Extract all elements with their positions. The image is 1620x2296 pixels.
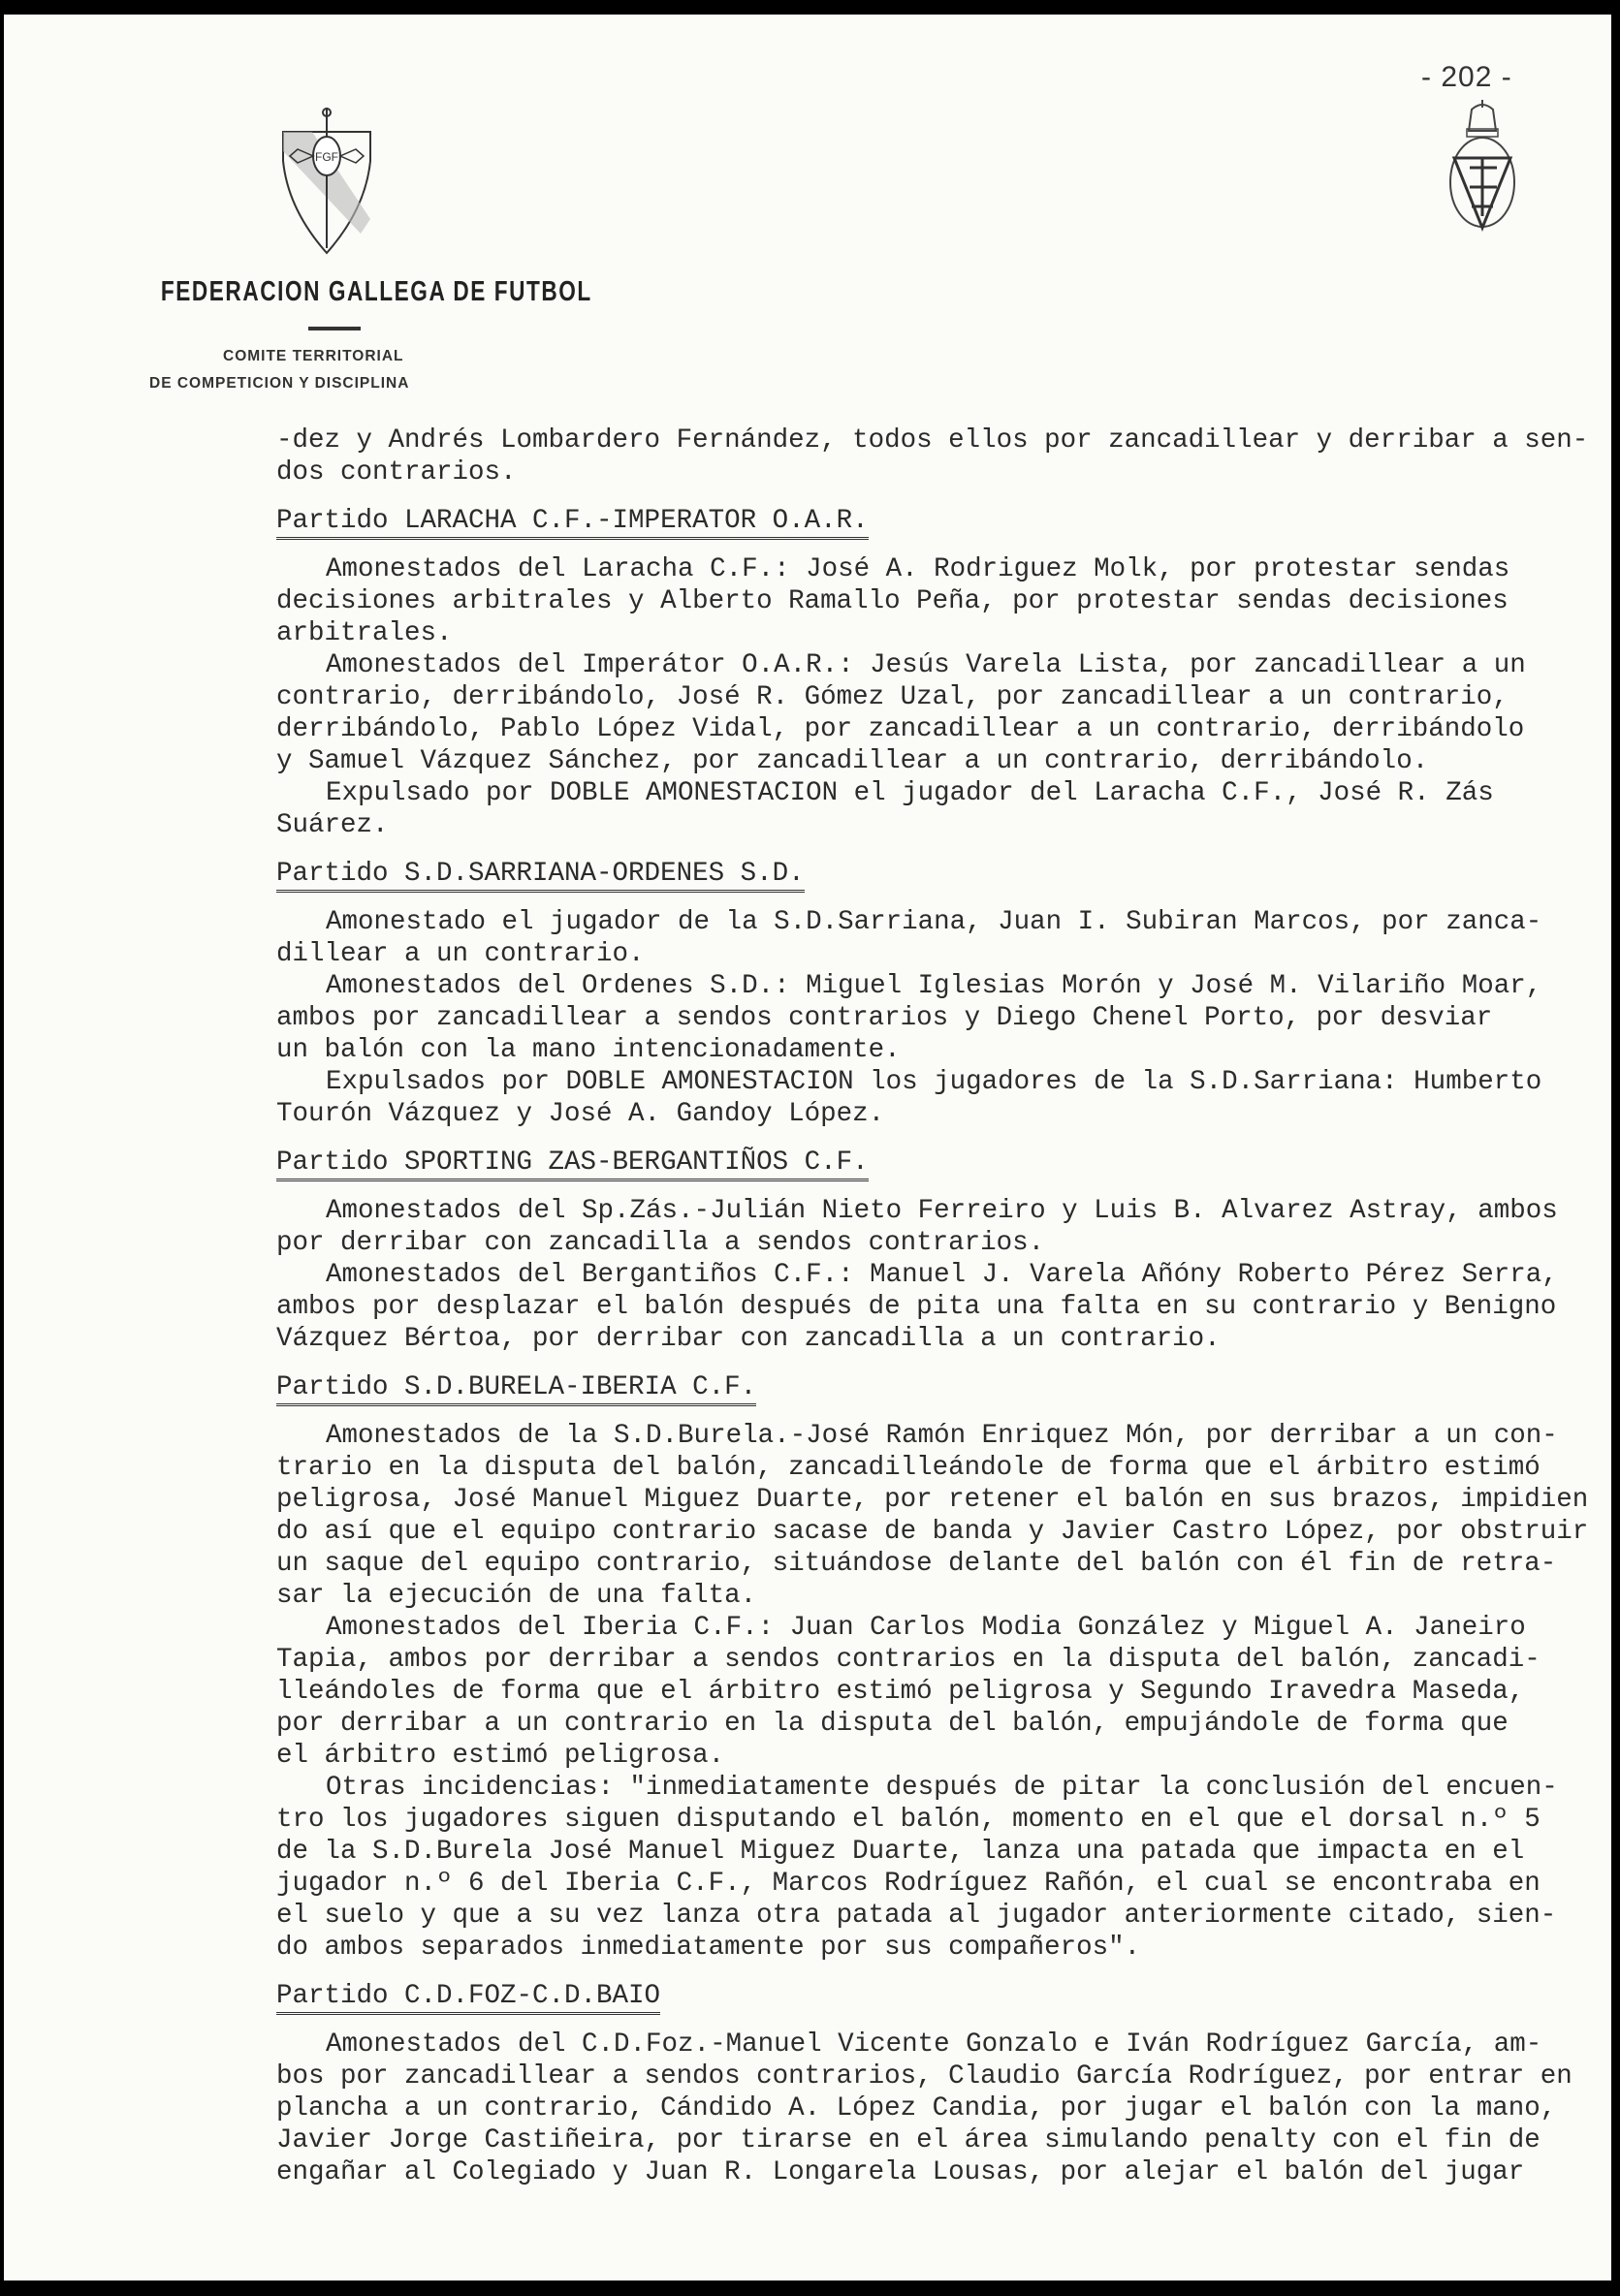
match-heading: Partido SPORTING ZAS-BERGANTIÑOS C.F. — [276, 1147, 869, 1181]
paragraph — [276, 1195, 1614, 1259]
paragraph — [276, 1259, 1614, 1355]
text-line: Amonestados del Bergantiños C.F.: Manuel J. Varela Añóny Roberto Pérez Serra, — [326, 1260, 1558, 1290]
paragraph — [276, 970, 1614, 1066]
text-line: Amonestados del Ordenes S.D.: Miguel Iglesias Morón y José M. Vilariño Moar, — [326, 971, 1542, 1001]
text-line: sar la ejecución de una falta. — [276, 1581, 757, 1611]
text-line: peligrosa, José Manuel Miguez Duarte, por retener el balón en sus brazos, impidien — [276, 1485, 1589, 1515]
text-line: un balón con la mano intencionadamente. — [276, 1035, 901, 1065]
paragraph — [276, 777, 1614, 841]
text-line: do ambos separados inmediatamente por sus compañeros". — [276, 1933, 1141, 1963]
match-section — [276, 1355, 1614, 1964]
text-line: trario en la disputa del balón, zancadilleándole de forma que el árbitro estimó — [276, 1453, 1541, 1483]
text-line: -dez y Andrés Lombardero Fernández, todos ellos por zancadillear y derribar a sen- — [276, 425, 1589, 456]
text-line: contrario, derribándolo, José R. Gómez Uzal, por zancadillear a un contrario, — [276, 682, 1509, 712]
document-body — [276, 425, 1614, 2188]
text-line: un saque del equipo contrario, situándose delante del balón con él fin de retra- — [276, 1549, 1557, 1579]
text-line: engañar al Colegiado y Juan R. Longarela Lousas, por alejar el balón del jugar — [276, 2157, 1525, 2187]
text-line: jugador n.º 6 del Iberia C.F., Marcos Rodríguez Rañón, el cual se encontraba en — [276, 1869, 1541, 1899]
paragraph — [276, 1066, 1614, 1130]
federation-shield-logo-icon — [278, 103, 375, 258]
match-heading: Partido C.D.FOZ-C.D.BAIO — [276, 1980, 660, 2015]
paragraph — [276, 2029, 1614, 2188]
text-line: do así que el equipo contrario sacase de banda y Javier Castro López, por obstruir — [276, 1517, 1589, 1547]
committee-line-1: COMITE TERRITORIAL — [223, 348, 404, 364]
committee-line-2: DE COMPETICION Y DISCIPLINA — [149, 375, 410, 392]
text-line: Tapia, ambos por derribar a sendos contrarios en la disputa del balón, zancadi- — [276, 1645, 1541, 1675]
title-divider — [308, 327, 361, 330]
text-line: decisiones arbitrales y Alberto Ramallo Peña, por protestar sendas decisiones — [276, 586, 1509, 616]
text-line: Otras incidencias: "inmediatamente después de pitar la conclusión del encuen- — [326, 1773, 1558, 1803]
text-line: dillear a un contrario. — [276, 939, 645, 969]
paragraph — [276, 1772, 1614, 1964]
svg-text:FGF: FGF — [315, 150, 338, 164]
text-line: lleándoles de forma que el árbitro estimó peligrosa y Segundo Iravedra Maseda, — [276, 1677, 1525, 1707]
text-line: Tourón Vázquez y José A. Gandoy López. — [276, 1099, 885, 1129]
text-line: por derribar a un contrario en la disputa del balón, empujándole de forma que — [276, 1709, 1509, 1739]
text-line: el suelo y que a su vez lanza otra patada al jugador anteriormente citado, sien- — [276, 1901, 1557, 1931]
text-line: Expulsado por DOBLE AMONESTACION el jugador del Laracha C.F., José R. Zás — [326, 778, 1494, 808]
text-line: Amonestados de la S.D.Burela.-José Ramón Enriquez Món, por derribar a un con- — [326, 1421, 1558, 1451]
text-line: tro los jugadores siguen disputando el balón, momento en el que el dorsal n.º 5 — [276, 1805, 1541, 1835]
spanish-federation-crest-logo-icon — [1443, 100, 1522, 236]
match-heading: Partido LARACHA C.F.-IMPERATOR O.A.R. — [276, 505, 869, 540]
text-line: por derribar con zancadilla a sendos contrarios. — [276, 1228, 1045, 1258]
text-line: Amonestado el jugador de la S.D.Sarriana, Juan I. Subiran Marcos, por zanca- — [326, 907, 1542, 937]
text-line: arbitrales. — [276, 618, 453, 648]
text-line: y Samuel Vázquez Sánchez, por zancadillear a un contrario, derribándolo. — [276, 746, 1429, 776]
match-section — [276, 1130, 1614, 1355]
text-line: derribándolo, Pablo López Vidal, por zancadillear a un contrario, derribándolo — [276, 714, 1525, 744]
text-line: Expulsados por DOBLE AMONESTACION los jugadores de la S.D.Sarriana: Humberto — [326, 1067, 1542, 1097]
text-line: el árbitro estimó peligrosa. — [276, 1741, 725, 1771]
text-line: Amonestados del Iberia C.F.: Juan Carlos Modia González y Miguel A. Janeiro — [326, 1613, 1526, 1643]
paragraph — [276, 649, 1614, 777]
paragraph — [276, 906, 1614, 970]
match-section — [276, 1964, 1614, 2188]
page-number: - 202 - — [1421, 61, 1512, 93]
text-line: ambos por desplazar el balón después de pita una falta en su contrario y Benigno — [276, 1292, 1557, 1322]
text-line: Vázquez Bértoa, por derribar con zancadilla a un contrario. — [276, 1324, 1221, 1354]
text-line: Amonestados del Laracha C.F.: José A. Rodriguez Molk, por protestar sendas — [326, 554, 1510, 584]
text-line: ambos por zancadillear a sendos contrarios y Diego Chenel Porto, por desviar — [276, 1003, 1493, 1033]
text-line: Javier Jorge Castiñeira, por tirarse en el área simulando penalty con el fin de — [276, 2125, 1541, 2155]
text-line: plancha a un contrario, Cándido A. López Candia, por jugar el balón con la mano, — [276, 2093, 1557, 2123]
text-line: bos por zancadillear a sendos contrarios, Claudio García Rodríguez, por entrar en — [276, 2061, 1572, 2092]
paragraph — [276, 1612, 1614, 1772]
text-line: Amonestados del C.D.Foz.-Manuel Vicente Gonzalo e Iván Rodríguez García, am- — [326, 2029, 1542, 2060]
paragraph — [276, 553, 1614, 649]
document-page — [4, 15, 1611, 2280]
match-heading: Partido S.D.BURELA-IBERIA C.F. — [276, 1371, 756, 1406]
text-line: Suárez. — [276, 810, 389, 840]
text-line: Amonestados del Sp.Zás.-Julián Nieto Ferreiro y Luis B. Alvarez Astray, ambos — [326, 1196, 1558, 1226]
match-section — [276, 841, 1614, 1130]
paragraph — [276, 1420, 1614, 1612]
match-section — [276, 488, 1614, 841]
match-heading: Partido S.D.SARRIANA-ORDENES S.D. — [276, 858, 805, 893]
text-line: Amonestados del Imperátor O.A.R.: Jesús Varela Lista, por zancadillear a un — [326, 650, 1526, 680]
text-line: de la S.D.Burela José Manuel Miguez Duarte, lanza una patada que impacta en el — [276, 1837, 1525, 1867]
federation-name: FEDERACION GALLEGA DE FUTBOL — [160, 276, 592, 307]
text-line: dos contrarios. — [276, 457, 517, 488]
